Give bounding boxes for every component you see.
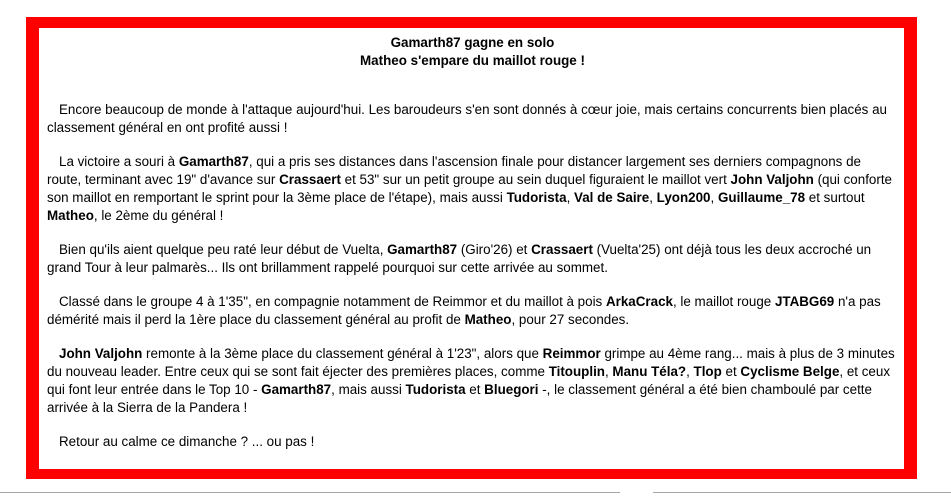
paragraph-text: , et ceux qui font leur entrée dans le Top 10 -: [47, 364, 891, 397]
bold-name: Tudorista: [405, 382, 466, 397]
bottom-divider-left: [0, 492, 620, 493]
article-title: [47, 28, 898, 70]
article-body: [39, 28, 904, 469]
article-paragraph: [47, 101, 898, 137]
bold-name: Tlop: [693, 364, 722, 379]
paragraph-text: (Vuelta'25) ont déjà tous les deux accroché un grand Tour à leur palmarès... Ils ont brillamment rappelé pourquoi sur cette arrivée au sommet.: [47, 242, 872, 275]
bold-name: Titouplin: [548, 364, 605, 379]
bold-name: Bluegori: [484, 382, 539, 397]
article-paragraphs: [47, 101, 898, 451]
bold-name: Cyclisme Belge: [740, 364, 840, 379]
bold-name: ArkaCrack: [605, 294, 673, 309]
bold-name: Gamarth87: [261, 382, 332, 397]
bold-name: Val de Saire: [574, 190, 650, 205]
paragraph-text: et: [465, 382, 485, 397]
bold-name: JTABG69: [774, 294, 835, 309]
article-paragraph: [47, 293, 898, 329]
paragraph-text: et surtout: [805, 190, 865, 205]
paragraph-text: et: [721, 364, 741, 379]
paragraph-text: ,: [604, 364, 613, 379]
paragraph-text: ,: [686, 364, 694, 379]
paragraph-text: et 53" sur un petit groupe au sein duquel figuraient le maillot vert: [340, 172, 731, 187]
paragraph-text: Classé dans le groupe 4 à 1'35", en compagnie notamment de Reimmor et du maillot à pois: [59, 294, 606, 309]
paragraph-text: n'a pas démérité mais il perd la 1ère place du classement général au profit de: [47, 294, 881, 327]
paragraph-text: (Giro'26) et: [457, 242, 532, 257]
paragraph-text: , qui a pris ses distances dans l'ascension finale pour distancer largement ses derniers compagnons de route, terminant avec 19" d'avance sur: [47, 154, 861, 187]
paragraph-text: Retour au calme ce dimanche ? ... ou pas !: [59, 434, 315, 449]
title-line-1: Gamarth87 gagne en solo: [390, 35, 555, 50]
paragraph-text: ,: [566, 190, 575, 205]
paragraph-text: ,: [649, 190, 657, 205]
paragraph-text: , le 2ème du général !: [93, 208, 224, 223]
title-line-2: Matheo s'empare du maillot rouge !: [360, 53, 585, 68]
article-paragraph: [47, 153, 898, 225]
paragraph-text: (qui conforte son maillot en remportant le sprint pour la 3ème place de l'étape), mais aussi: [47, 172, 892, 205]
paragraph-text: Bien qu'ils aient quelque peu raté leur début de Vuelta,: [59, 242, 388, 257]
paragraph-text: remonte à la 3ème place du classement général à 1'23", alors que: [142, 346, 543, 361]
paragraph-text: La victoire a souri à: [59, 154, 179, 169]
paragraph-text: , mais aussi: [331, 382, 406, 397]
paragraph-text: , le maillot rouge: [672, 294, 775, 309]
bold-name: John Valjohn: [730, 172, 814, 187]
bold-name: Lyon200: [656, 190, 711, 205]
paragraph-text: , pour 27 secondes.: [511, 312, 630, 327]
bold-name: Reimmor: [542, 346, 601, 361]
bold-name: John Valjohn: [59, 346, 143, 361]
bold-name: Matheo: [47, 208, 94, 223]
paragraph-text: Encore beaucoup de monde à l'attaque aujourd'hui. Les baroudeurs s'en sont donnés à cœur joie, mais certains concurrents bien placés au classement général en ont profité aussi !: [47, 102, 887, 135]
paragraph-text: ,: [710, 190, 718, 205]
article-paragraph: [47, 241, 898, 277]
bold-name: Tudorista: [506, 190, 567, 205]
bold-name: Gamarth87: [387, 242, 458, 257]
bold-name: Crassaert: [531, 242, 593, 257]
bold-name: Guillaume_78: [717, 190, 806, 205]
paragraph-text: grimpe au 4ème rang... mais à plus de 3 minutes du nouveau leader. Entre ceux qui se sont fait éjecter des premières places, comme: [47, 346, 895, 379]
paragraph-text: -, le classement général a été bien chamboulé par cette arrivée à la Sierra de la Pandera !: [47, 382, 872, 415]
bold-name: Manu Téla?: [612, 364, 687, 379]
bold-name: Gamarth87: [178, 154, 249, 169]
bold-name: Matheo: [464, 312, 512, 327]
article-paragraph: [47, 433, 898, 451]
article-paragraph: [47, 345, 898, 417]
bold-name: Crassaert: [279, 172, 341, 187]
bottom-divider-right: [653, 492, 951, 493]
